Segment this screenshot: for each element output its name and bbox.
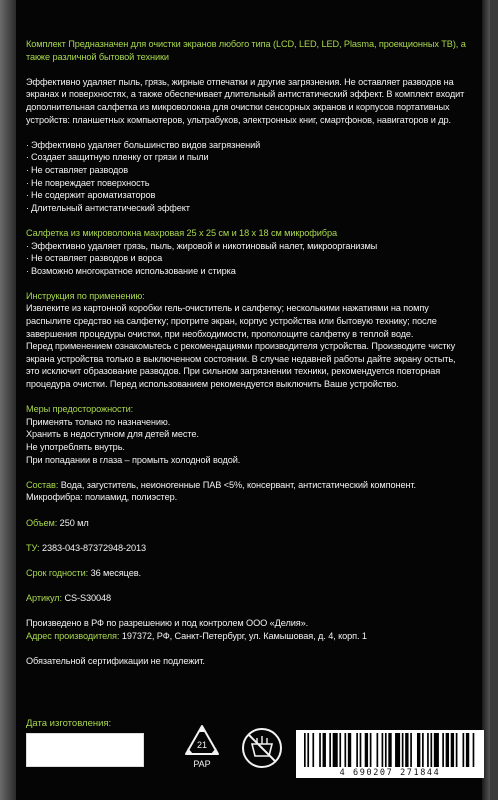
tu (26, 542, 466, 555)
list-item: · Не повреждает поверхность (26, 177, 466, 190)
features-list (26, 139, 466, 215)
description-text: Эффективно удаляет пыль, грязь, жирные отпечатки и другие загрязнения. Не оставляет разводов на экранах и поверхностях, а также обеспечивает длительный антистатический эффект. В комплект входит дополнительная салфетка из микроволокна для очистки сенсорных экранов и корпусов портативных устройств: планшетных компьютеров, ультрабуков, электронных книг, смартфонов, навигаторов и др. (26, 76, 465, 125)
list-item: · Создает защитную пленку от грязи и пыли (26, 151, 466, 164)
napkin-features-list (26, 240, 466, 278)
instruction-text: Извлеките из картонной коробки гель-очиститель и салфетку; несколькими нажатиями на помпу распылите средство на салфетку; протрите экран, корпус устройства или бытовую технику; после завершения процедуры очистки, при необходимости, прополощите салфетку в теплой воде. (26, 303, 437, 339)
tu-label: ТУ: (26, 542, 40, 553)
package-edge-left (0, 0, 16, 800)
composition-value: Вода, загуститель, неионогенные ПАВ <5%, консервант, антистатический компонент. (58, 479, 416, 490)
article-label: Артикул: (26, 593, 63, 604)
list-item: · Эффективно удаляет грязь, пыль, жировой и никотиновый налет, микроорганизмы (26, 240, 466, 253)
composition-label: Состав: (26, 479, 59, 490)
recycle-code: 21 (196, 740, 208, 750)
microfiber-text: Микрофибра: полиамид, полиэстер. (26, 492, 178, 503)
recycle-icon (180, 722, 224, 774)
manufacture-date-box (26, 733, 144, 767)
volume-label: Объем: (26, 517, 58, 528)
not-edible-icon (240, 726, 284, 770)
shelf-label: Срок годности: (26, 567, 89, 578)
address (26, 630, 466, 643)
list-item: · Возможно многократное использование и стирка (26, 265, 466, 278)
precaution-item: При попадании в глаза – промыть холодной водой. (26, 454, 241, 465)
list-item: · Длительный антистатический эффект (26, 202, 466, 215)
recycle-text: PAP (193, 759, 211, 769)
precautions-title: Меры предосторожности: (26, 404, 134, 415)
precaution-item: Хранить в недоступном для детей месте. (26, 429, 199, 440)
precaution-item: Применять только по назначению. (26, 416, 171, 427)
list-item: · Не оставляет разводов (26, 164, 466, 177)
volume-value: 250 мл (57, 517, 89, 528)
barcode-number: 4 690207 271844 (339, 768, 441, 778)
produced-text: Произведено в РФ по разрешению и под контролем ООО «Делия». (26, 618, 309, 629)
precaution-item: Не употреблять внутрь. (26, 442, 125, 452)
label-text (26, 38, 466, 668)
address-label: Адрес производителя: (26, 630, 120, 641)
instruction-title: Инструкция по применению: (26, 290, 145, 301)
composition (26, 479, 466, 492)
article-value: CS-S30048 (62, 593, 112, 604)
list-item: · Не содержит ароматизаторов (26, 189, 466, 202)
napkin-title: Салфетка из микроволокна махровая 25 х 25 см и 18 х 18 см микрофибра (26, 227, 337, 238)
address-value: 197372, РФ, Санкт-Петербург, ул. Камышовая, д. 4, корп. 1 (119, 630, 367, 641)
list-item: · Эффективно удаляет большинство видов загрязнений (26, 139, 466, 152)
tu-value: 2383-043-87372948-2013 (39, 542, 147, 553)
certification-text: Обязательной сертификации не подлежит. (26, 656, 205, 667)
intro-text: Комплект Предназначен для очистки экранов любого типа (LCD, LED, LED, Plasma, проекционных ТВ), а также различной бытовой техники (26, 39, 466, 62)
shelf-life (26, 567, 466, 580)
list-item: · Не оставляет разводов и ворса (26, 252, 466, 265)
shelf-value: 36 месяцев. (88, 567, 141, 578)
volume (26, 517, 466, 530)
instruction-text-2: Перед применением ознакомьтесь с рекомендациями производителя устройства. Производите чистку экрана устройства только в выключенном состоянии. В случае недавней работы дайте экрану остыть, это исключит образование разводов. При сильном загрязнении техники, рекомендуется повторная процедура очистки. Перед использованием рекомендуется выключить Ваше устройство. (26, 341, 456, 390)
package-edge-right (482, 0, 490, 800)
date-label: Дата изготовления: (26, 718, 112, 729)
article (26, 592, 466, 605)
